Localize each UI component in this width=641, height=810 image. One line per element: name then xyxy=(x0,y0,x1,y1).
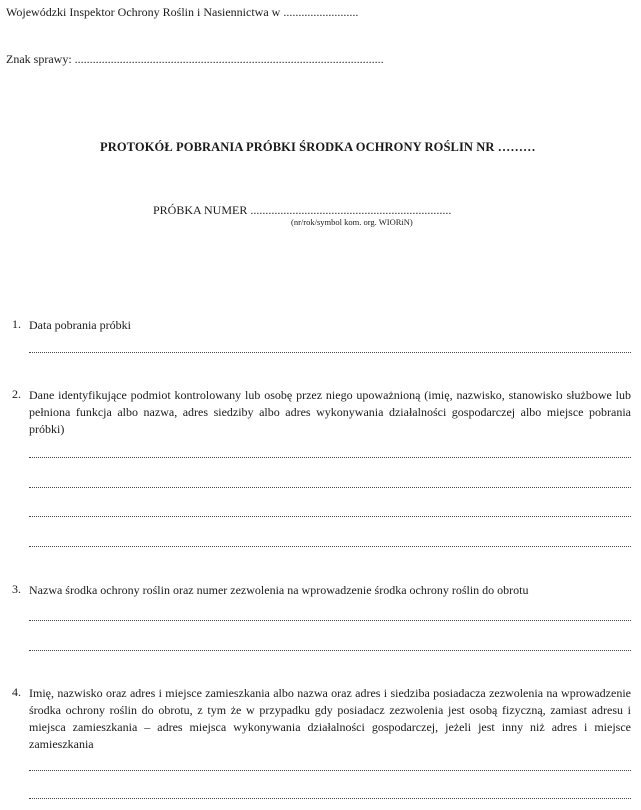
fill-line[interactable] xyxy=(29,798,631,799)
item-number: 3. xyxy=(12,582,21,596)
document-title: PROTOKÓŁ POBRANIA PRÓBKI ŚRODKA OCHRONY ROŚLIN NR ……… xyxy=(100,140,536,154)
fill-line[interactable] xyxy=(29,620,631,621)
item-label-product-name: Nazwa środka ochrony roślin oraz numer zezwolenia na wprowadzenie środka ochrony roślin do obrotu xyxy=(29,583,529,597)
item-label-inspected-party: Dane identyfikujące podmiot kontrolowany lub osobę przez niego upoważnioną (imię, nazwisko, stanowisko służbowe lub pełniona funkcja albo nazwa, adres siedziby albo adres wykonywania działalności gospodarczej albo miejsce pobrania próbki) xyxy=(29,388,631,436)
fill-line[interactable] xyxy=(29,487,631,488)
sample-number-hint: (nr/rok/symbol kom. org. WIORiN) xyxy=(291,217,413,227)
fill-line[interactable] xyxy=(29,770,631,771)
inspector-line: Wojewódzki Inspektor Ochrony Roślin i Nasiennictwa w ......................... xyxy=(6,5,359,19)
item-number: 1. xyxy=(12,317,21,331)
item-number: 4. xyxy=(12,685,21,699)
case-number-line: Znak sprawy: ....................................................................................................... xyxy=(6,52,384,66)
fill-line[interactable] xyxy=(29,546,631,547)
fill-line[interactable] xyxy=(29,352,631,353)
item-number: 2. xyxy=(12,387,21,401)
fill-line[interactable] xyxy=(29,516,631,517)
fill-line[interactable] xyxy=(29,650,631,651)
sample-number-line: PRÓBKA NUMER ................................................................... xyxy=(153,203,452,217)
item-label-date: Data pobrania próbki xyxy=(29,318,131,332)
item-label-permit-holder: Imię, nazwisko oraz adres i miejsce zamieszkania albo nazwa oraz adres i siedziba posiadacza zezwolenia na wprowadzenie środka ochrony roślin do obrotu, z tym że w przypadku gdy posiadacz zezwolenia jest osobą fizyczną, zamiast adresu i miejsca zamieszkania – adres miejsca wykonywania działalności gospodarczej, jeżeli jest inny niż adres i miejsce zamieszkania xyxy=(29,686,631,751)
fill-line[interactable] xyxy=(29,457,631,458)
